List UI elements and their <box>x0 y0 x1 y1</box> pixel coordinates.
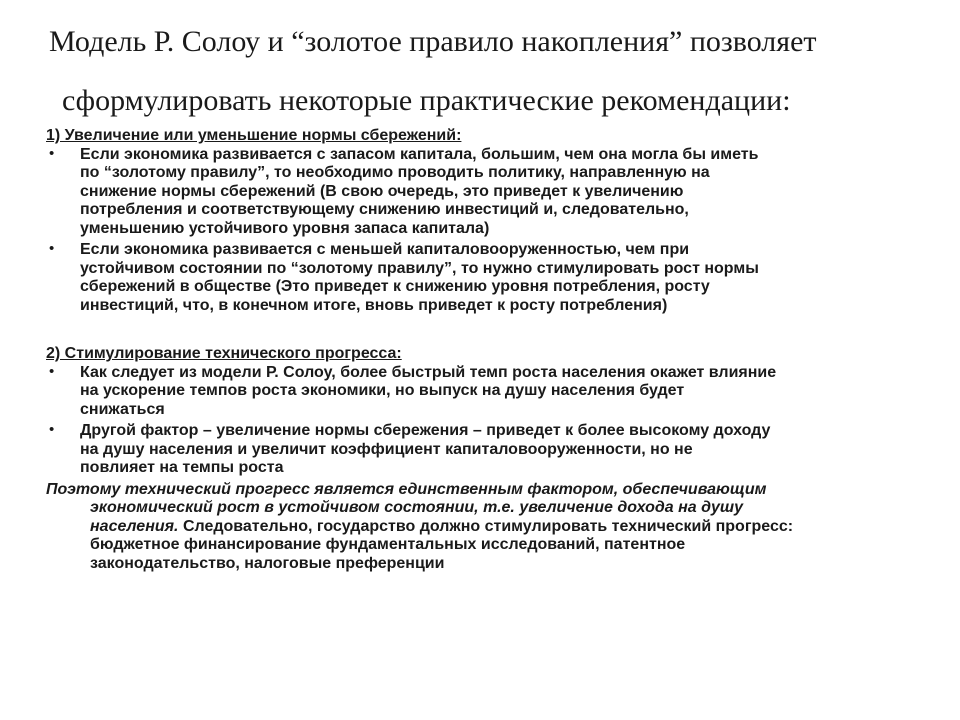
bullet-line: устойчивом состоянии по “золотому правилу”, то нужно стимулировать рост нормы <box>80 259 759 277</box>
bullet-text <box>80 422 926 478</box>
conclusion-italic-text: населения. <box>90 517 179 535</box>
bullet-line: на душу населения и увеличит коэффициент капиталовооруженности, но не <box>80 440 693 458</box>
conclusion-text: Следовательно, государство должно стимулировать технический прогресс: <box>178 517 794 535</box>
bullet-line: сбережений в обществе (Это приведет к снижению уровня потребления, росту <box>80 278 710 295</box>
bullet-line: Как следует из модели Р. Солоу, более быстрый темп роста населения окажет влияние <box>80 363 777 381</box>
bullet-low-capital <box>46 241 926 315</box>
bullet-line: Другой фактор – увеличение нормы сбережения – приведет к более высокому доходу <box>80 422 771 439</box>
section-heading-savings-rate: 1) Увеличение или уменьшение нормы сбережений: <box>46 127 462 144</box>
conclusion-line: бюджетное финансирование фундаментальных исследований, патентное <box>90 536 686 553</box>
bullet-line: потребления и соответствующему снижению инвестиций и, следовательно, <box>80 201 689 218</box>
conclusion-paragraph <box>46 481 926 574</box>
conclusion-line: экономический рост в устойчивом состоянии, т.е. увеличение дохода на душу <box>90 499 744 516</box>
bullet-line: уменьшению устойчивого уровня запаса капитала) <box>80 219 490 237</box>
conclusion-line <box>46 518 926 537</box>
conclusion-line: законодательство, налоговые преференции <box>90 554 445 572</box>
bullet-line: снижение нормы сбережений (В свою очередь, это приведет к увеличению <box>80 182 684 200</box>
bullet-text <box>80 364 926 420</box>
bullet-line: инвестиций, что, в конечном итоге, вновь приведет к росту потребления) <box>80 296 668 314</box>
bullet-line: Если экономика развивается с меньшей капиталовооруженностью, чем при <box>80 241 690 258</box>
bullet-marker: • <box>49 240 55 257</box>
bullet-marker: • <box>49 144 55 162</box>
bullet-population-growth <box>46 364 926 420</box>
bullet-text <box>80 241 926 315</box>
bullet-line: Если экономика развивается с запасом капитала, большим, чем она могла бы иметь <box>80 145 759 163</box>
bullet-text <box>80 146 926 239</box>
section-heading-tech-progress: 2) Стимулирование технического прогресса: <box>46 345 402 362</box>
slide-title-line-1: Модель Р. Солоу и “золотое правило накопления” позволяет <box>49 25 817 58</box>
bullet-line: повлияет на темпы роста <box>80 459 284 476</box>
conclusion-line: Поэтому технический прогресс является единственным фактором, обеспечивающим <box>46 480 767 498</box>
bullet-line: снижаться <box>80 400 165 418</box>
bullet-excess-capital <box>46 146 926 239</box>
bullet-line: по “золотому правилу”, то необходимо проводить политику, направленную на <box>80 164 710 181</box>
bullet-savings-factor <box>46 422 926 478</box>
bullet-line: на ускорение темпов роста экономики, но выпуск на душу населения будет <box>80 382 685 399</box>
bullet-marker: • <box>49 421 55 438</box>
bullet-marker: • <box>49 362 55 380</box>
slide-body <box>46 127 926 573</box>
slide-title-line-2: сформулировать некоторые практические рекомендации: <box>62 84 791 117</box>
